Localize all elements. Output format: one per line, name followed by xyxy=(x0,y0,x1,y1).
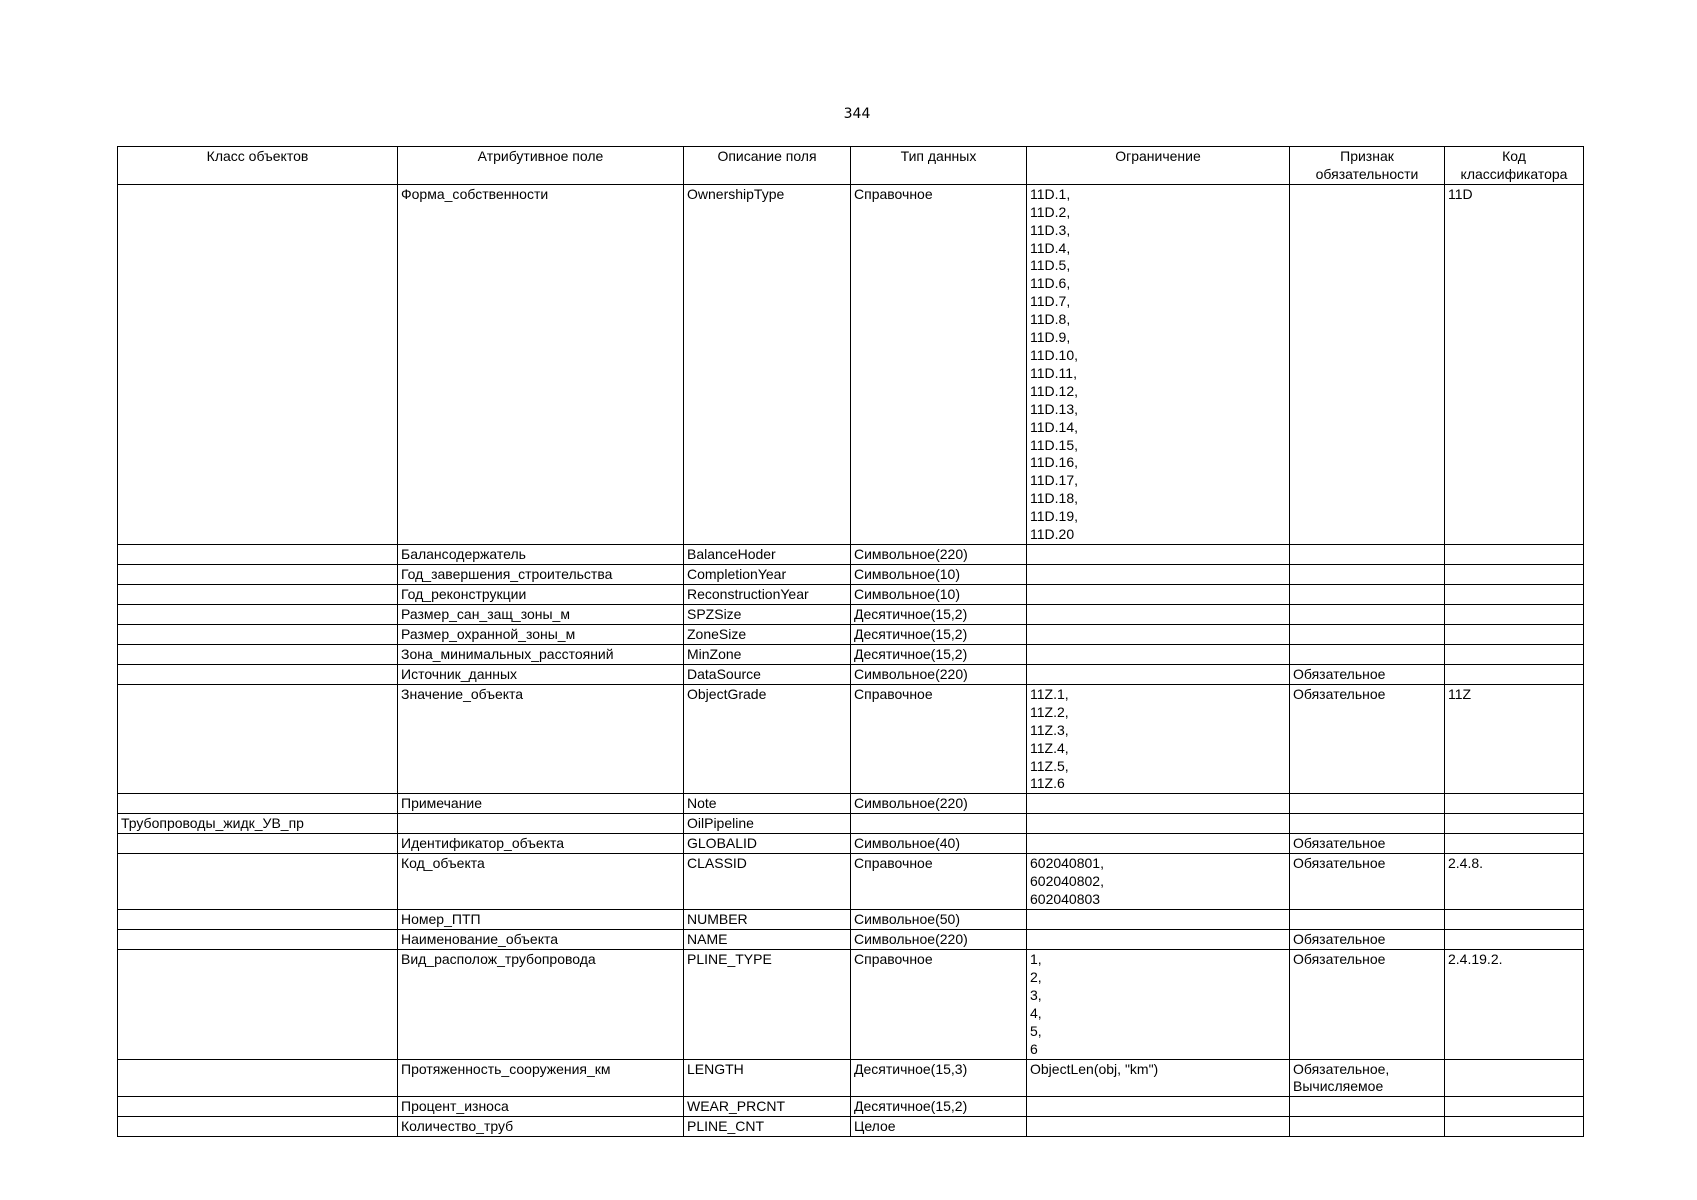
table-row xyxy=(118,950,1584,1059)
object-class-cell: Трубопроводы_жидк_УВ_пр xyxy=(118,814,398,834)
attribute-field-cell: Год_завершения_строительства xyxy=(398,564,684,584)
table-row xyxy=(118,664,1584,684)
table-row xyxy=(118,854,1584,910)
required-flag-cell: Обязательное xyxy=(1290,930,1445,950)
constraint-cell xyxy=(1027,644,1290,664)
data-type-cell: Справочное xyxy=(851,950,1027,1059)
required-flag-cell: Обязательное xyxy=(1290,664,1445,684)
table-row xyxy=(118,604,1584,624)
table-row xyxy=(118,814,1584,834)
classifier-code-cell xyxy=(1445,544,1584,564)
object-class-cell xyxy=(118,604,398,624)
attribute-field-cell: Форма_собственности xyxy=(398,184,684,544)
header-constraint: Ограничение xyxy=(1027,147,1290,185)
required-flag-cell xyxy=(1290,1097,1445,1117)
constraint-cell: 11Z.1, 11Z.2, 11Z.3, 11Z.4, 11Z.5, 11Z.6 xyxy=(1027,684,1290,793)
classifier-code-cell xyxy=(1445,644,1584,664)
constraint-cell xyxy=(1027,1117,1290,1137)
data-type-cell: Символьное(220) xyxy=(851,544,1027,564)
field-description-cell: WEAR_PRCNT xyxy=(684,1097,851,1117)
object-class-cell xyxy=(118,624,398,644)
constraint-cell xyxy=(1027,834,1290,854)
required-flag-cell xyxy=(1290,544,1445,564)
attribute-field-cell: Зона_минимальных_расстояний xyxy=(398,644,684,664)
constraint-cell xyxy=(1027,544,1290,564)
data-type-cell: Десятичное(15,2) xyxy=(851,604,1027,624)
classifier-code-cell xyxy=(1445,564,1584,584)
data-type-cell: Справочное xyxy=(851,854,1027,910)
header-field-description: Описание поля xyxy=(684,147,851,185)
required-flag-cell: Обязательное xyxy=(1290,834,1445,854)
data-type-cell: Десятичное(15,2) xyxy=(851,644,1027,664)
attribute-field-cell: Идентификатор_объекта xyxy=(398,834,684,854)
table-row xyxy=(118,834,1584,854)
object-class-cell xyxy=(118,644,398,664)
data-type-cell: Символьное(50) xyxy=(851,910,1027,930)
constraint-cell: 1, 2, 3, 4, 5, 6 xyxy=(1027,950,1290,1059)
required-flag-cell xyxy=(1290,794,1445,814)
required-flag-cell: Обязательное xyxy=(1290,950,1445,1059)
constraint-cell: 11D.1, 11D.2, 11D.3, 11D.4, 11D.5, 11D.6, 11D.7, 11D.8, 11D.9, 11D.10, 11D.11, 11D.12, 11D.13, 11D.14, 11D.15, 11D.16, 11D.17, 11D.18, 11D.19, 11D.20 xyxy=(1027,184,1290,544)
classifier-code-cell xyxy=(1445,814,1584,834)
data-type-cell: Десятичное(15,2) xyxy=(851,624,1027,644)
constraint-cell xyxy=(1027,604,1290,624)
table-header-row xyxy=(118,147,1584,185)
classifier-code-cell xyxy=(1445,1117,1584,1137)
required-flag-cell xyxy=(1290,604,1445,624)
object-class-cell xyxy=(118,854,398,910)
classifier-code-cell xyxy=(1445,794,1584,814)
object-class-cell xyxy=(118,950,398,1059)
field-description-cell: ObjectGrade xyxy=(684,684,851,793)
data-type-cell: Справочное xyxy=(851,684,1027,793)
constraint-cell xyxy=(1027,910,1290,930)
classifier-code-cell xyxy=(1445,1097,1584,1117)
object-class-cell xyxy=(118,544,398,564)
constraint-cell xyxy=(1027,1097,1290,1117)
required-flag-cell: Обязательное, Вычисляемое xyxy=(1290,1059,1445,1097)
classifier-code-cell: 2.4.8. xyxy=(1445,854,1584,910)
required-flag-cell xyxy=(1290,624,1445,644)
header-required-flag: Признак обязательности xyxy=(1290,147,1445,185)
classifier-code-cell xyxy=(1445,930,1584,950)
header-object-class: Класс объектов xyxy=(118,147,398,185)
object-class-cell xyxy=(118,584,398,604)
constraint-cell xyxy=(1027,584,1290,604)
attribute-field-cell: Размер_охранной_зоны_м xyxy=(398,624,684,644)
attribute-field-cell: Код_объекта xyxy=(398,854,684,910)
required-flag-cell xyxy=(1290,910,1445,930)
table-row xyxy=(118,184,1584,544)
required-flag-cell xyxy=(1290,1117,1445,1137)
classifier-code-cell xyxy=(1445,1059,1584,1097)
classifier-code-cell: 2.4.19.2. xyxy=(1445,950,1584,1059)
object-class-cell xyxy=(118,184,398,544)
data-type-cell: Символьное(40) xyxy=(851,834,1027,854)
constraint-cell: ObjectLen(obj, "km") xyxy=(1027,1059,1290,1097)
object-class-cell xyxy=(118,1059,398,1097)
data-type-cell: Символьное(10) xyxy=(851,564,1027,584)
field-description-cell: GLOBALID xyxy=(684,834,851,854)
field-description-cell: OwnershipType xyxy=(684,184,851,544)
attribute-field-cell: Год_реконструкции xyxy=(398,584,684,604)
attribute-field-cell: Номер_ПТП xyxy=(398,910,684,930)
required-flag-cell xyxy=(1290,584,1445,604)
attribute-field-cell xyxy=(398,814,684,834)
header-attribute-field: Атрибутивное поле xyxy=(398,147,684,185)
header-classifier-code: Код классификатора xyxy=(1445,147,1584,185)
table-row xyxy=(118,1117,1584,1137)
constraint-cell xyxy=(1027,664,1290,684)
object-class-cell xyxy=(118,684,398,793)
data-type-cell: Символьное(220) xyxy=(851,794,1027,814)
constraint-cell xyxy=(1027,814,1290,834)
object-class-cell xyxy=(118,564,398,584)
attribute-field-cell: Источник_данных xyxy=(398,664,684,684)
constraint-cell: 602040801, 602040802, 602040803 xyxy=(1027,854,1290,910)
table-row xyxy=(118,684,1584,793)
field-description-cell: ReconstructionYear xyxy=(684,584,851,604)
field-description-cell: BalanceHoder xyxy=(684,544,851,564)
required-flag-cell xyxy=(1290,644,1445,664)
field-description-cell: LENGTH xyxy=(684,1059,851,1097)
classifier-code-cell: 11Z xyxy=(1445,684,1584,793)
constraint-cell xyxy=(1027,624,1290,644)
classifier-code-cell xyxy=(1445,834,1584,854)
classifier-code-cell xyxy=(1445,604,1584,624)
page-number: 344 xyxy=(843,106,871,122)
field-description-cell: NUMBER xyxy=(684,910,851,930)
object-class-cell xyxy=(118,1117,398,1137)
attribute-field-cell: Процент_износа xyxy=(398,1097,684,1117)
field-description-cell: NAME xyxy=(684,930,851,950)
required-flag-cell xyxy=(1290,184,1445,544)
field-description-cell: CompletionYear xyxy=(684,564,851,584)
table-row xyxy=(118,644,1584,664)
table-row xyxy=(118,910,1584,930)
attribute-field-cell: Размер_сан_защ_зоны_м xyxy=(398,604,684,624)
field-description-cell: MinZone xyxy=(684,644,851,664)
field-description-cell: PLINE_TYPE xyxy=(684,950,851,1059)
constraint-cell xyxy=(1027,564,1290,584)
constraint-cell xyxy=(1027,794,1290,814)
classifier-code-cell xyxy=(1445,624,1584,644)
attribute-field-cell: Балансодержатель xyxy=(398,544,684,564)
classifier-code-cell xyxy=(1445,664,1584,684)
attribute-field-cell: Количество_труб xyxy=(398,1117,684,1137)
data-type-cell: Целое xyxy=(851,1117,1027,1137)
required-flag-cell: Обязательное xyxy=(1290,684,1445,793)
classifier-code-cell xyxy=(1445,910,1584,930)
header-data-type: Тип данных xyxy=(851,147,1027,185)
object-class-cell xyxy=(118,1097,398,1117)
attribute-field-cell: Вид_располож_трубопровода xyxy=(398,950,684,1059)
required-flag-cell xyxy=(1290,564,1445,584)
data-type-cell xyxy=(851,814,1027,834)
table-row xyxy=(118,1059,1584,1097)
table-row xyxy=(118,544,1584,564)
data-type-cell: Символьное(10) xyxy=(851,584,1027,604)
attribute-field-cell: Примечание xyxy=(398,794,684,814)
object-class-cell xyxy=(118,910,398,930)
data-type-cell: Справочное xyxy=(851,184,1027,544)
table-body xyxy=(118,184,1584,1137)
required-flag-cell: Обязательное xyxy=(1290,854,1445,910)
attribute-field-cell: Протяженность_сооружения_км xyxy=(398,1059,684,1097)
field-description-cell: ZoneSize xyxy=(684,624,851,644)
field-description-cell: DataSource xyxy=(684,664,851,684)
data-type-cell: Символьное(220) xyxy=(851,930,1027,950)
table-row xyxy=(118,584,1584,604)
object-class-cell xyxy=(118,664,398,684)
field-description-cell: PLINE_CNT xyxy=(684,1117,851,1137)
classifier-code-cell xyxy=(1445,584,1584,604)
constraint-cell xyxy=(1027,930,1290,950)
object-class-cell xyxy=(118,794,398,814)
table-row xyxy=(118,624,1584,644)
attribute-field-cell: Значение_объекта xyxy=(398,684,684,793)
field-description-cell: OilPipeline xyxy=(684,814,851,834)
attribute-field-cell: Наименование_объекта xyxy=(398,930,684,950)
table-row xyxy=(118,794,1584,814)
object-class-cell xyxy=(118,834,398,854)
object-class-cell xyxy=(118,930,398,950)
data-type-cell: Символьное(220) xyxy=(851,664,1027,684)
field-description-cell: CLASSID xyxy=(684,854,851,910)
classifier-code-cell: 11D xyxy=(1445,184,1584,544)
table-row xyxy=(118,930,1584,950)
required-flag-cell xyxy=(1290,814,1445,834)
data-type-cell: Десятичное(15,3) xyxy=(851,1059,1027,1097)
table-row xyxy=(118,1097,1584,1117)
attributes-table xyxy=(117,146,1584,1137)
data-type-cell: Десятичное(15,2) xyxy=(851,1097,1027,1117)
field-description-cell: Note xyxy=(684,794,851,814)
table-row xyxy=(118,564,1584,584)
field-description-cell: SPZSize xyxy=(684,604,851,624)
